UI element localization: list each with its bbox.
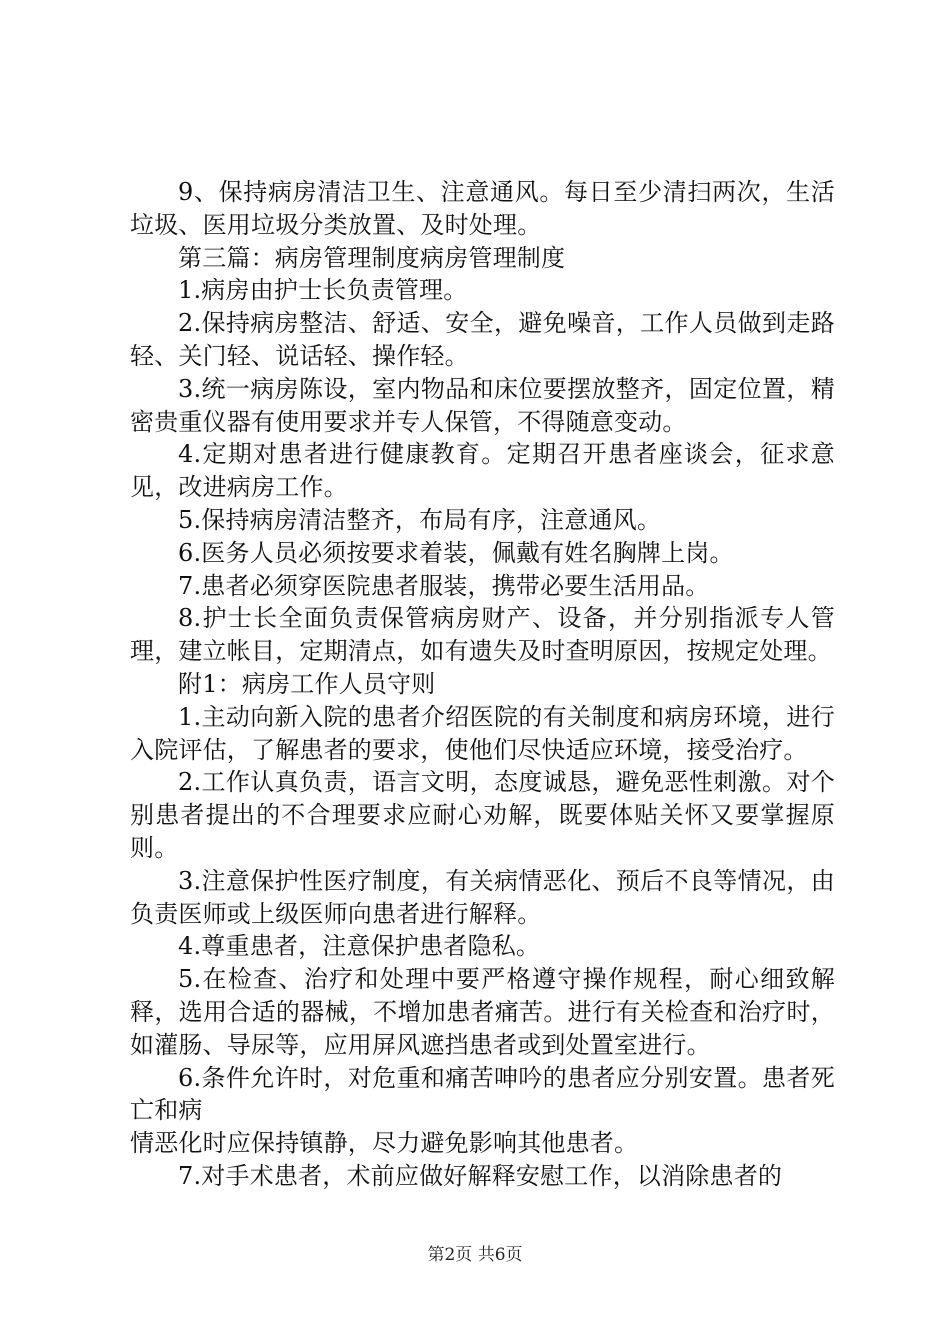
paragraph-staff-rule-6-continued: 情恶化时应保持镇静，尽力避免影响其他患者。 (130, 1129, 639, 1158)
paragraph-rule-9: 9、保持病房清洁卫生、注意通风。每日至少清扫两次，生活垃圾、医用垃圾分类放置、及时处理。 (130, 178, 835, 239)
paragraph-staff-rule-2: 2.工作认真负责，语言文明，态度诚恳，避免恶性刺激。对个别患者提出的不合理要求应耐心劝解，既要体贴关怀又要掌握原则。 (130, 768, 835, 862)
paragraph-ward-rule-4: 4.定期对患者进行健康教育。定期召开患者座谈会，征求意见，改进病房工作。 (130, 440, 835, 502)
paragraph-staff-rule-5: 5.在检查、治疗和处理中要严格遵守操作规程，耐心细致解释，选用合适的器械，不增加患者痛苦。进行有关检查和治疗时，如灌肠、导尿等，应用屏风遮挡患者或到处置室进行。 (130, 965, 835, 1059)
paragraph-ward-rule-8: 8.护士长全面负责保管病房财产、设备，并分别指派专人管理，建立帐目，定期清点，如有遗失及时查明原因，按规定处理。 (130, 604, 835, 666)
paragraph-staff-rule-1: 1.主动向新入院的患者介绍医院的有关制度和病房环境，进行入院评估，了解患者的要求，使他们尽快适应环境，接受治疗。 (130, 702, 835, 764)
document-body (130, 176, 835, 1193)
page-footer: 第2页 共6页 (427, 1245, 523, 1265)
paragraph-ward-rule-6: 6.医务人员必须按要求着装，佩戴有姓名胸牌上岗。 (178, 538, 734, 567)
paragraph-ward-rule-7: 7.患者必须穿医院患者服装，携带必要生活用品。 (178, 571, 710, 600)
paragraph-staff-rule-3: 3.注意保护性医疗制度，有关病情恶化、预后不良等情况，由负责医师或上级医师向患者进行解释。 (130, 866, 835, 928)
paragraph-staff-rule-7: 7.对手术患者，术前应做好解释安慰工作，以消除患者的 (178, 1161, 783, 1190)
paragraph-staff-rule-6: 6.条件允许时，对危重和痛苦呻吟的患者应分别安置。患者死亡和病 (130, 1063, 835, 1125)
paragraph-ward-rule-5: 5.保持病房清洁整齐，布局有序，注意通风。 (178, 505, 662, 534)
paragraph-ward-rule-2: 2.保持病房整洁、舒适、安全，避免噪音，工作人员做到走路轻、关门轻、说话轻、操作轻。 (130, 309, 835, 370)
appendix-heading: 附1：病房工作人员守则 (178, 669, 436, 698)
section-heading-part-three: 第三篇：病房管理制度病房管理制度 (178, 243, 566, 272)
paragraph-ward-rule-1: 1.病房由护士长负责管理。 (178, 276, 468, 305)
paragraph-ward-rule-3: 3.统一病房陈设，室内物品和床位要摆放整齐，固定位置，精密贵重仪器有使用要求并专人保管，不得随意变动。 (130, 374, 835, 436)
paragraph-staff-rule-4: 4.尊重患者，注意保护患者隐私。 (178, 932, 541, 961)
